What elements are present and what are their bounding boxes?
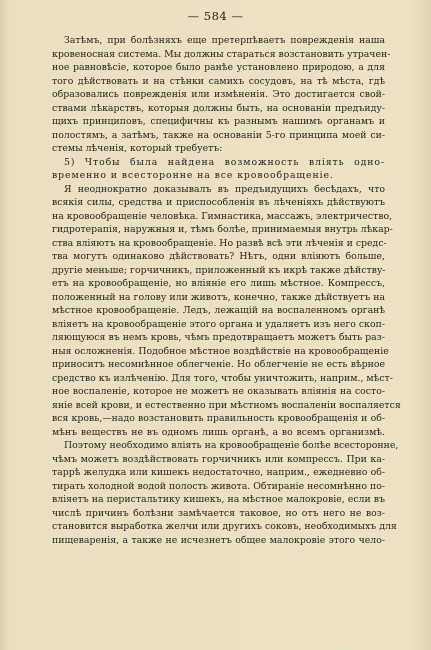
text-line: стемы лѣченія, который требуетъ: [52,143,223,154]
text-line: другіе меньше; горчичникъ, приложенный къ икрѣ также дѣйству- [52,264,386,276]
text-line: Я неоднократно доказывалъ въ предъидущихъ бесѣдахъ, что [64,183,385,195]
text-line: ныя осложненія. Подобное мѣстное воздѣйствіе на кровообращеніе [52,345,389,357]
text-line: становится выработка желчи или другихъ соковъ, необходимыхъ для [52,521,397,532]
text-line: вся кровь,—надо возстановить правильность кровообращенія и об- [52,413,385,424]
text-line: Затѣмъ, при болѣзняхъ еще претерпѣваетъ поврежденія наша [64,35,385,46]
text-line: того дѣйствовать и на стѣнки самихъ сосудовъ, на тѣ мѣста, гдѣ [52,75,385,87]
text-line: чѣмъ можетъ воздѣйствовать горчичникъ или компрессъ. При ка- [52,453,385,465]
text-line: ное равновѣсіе, которое было ранѣе установлено природою, а для [52,62,385,73]
text-line: пищеваренія, а также не исчезнетъ общее малокровіе этого чело- [52,534,385,546]
text-line: таррѣ желудка или кишекъ недостаточно, наприм., ежедневно об- [52,467,385,478]
text-line: щихъ принциповъ, специфичны къ разнымъ нашимъ органамъ и [52,116,385,127]
text-line: мѣнъ веществъ не въ одномъ лишь органѣ, а во всемъ организмѣ. [52,426,385,438]
principle-heading-line: 5) Чтобы была найдена возможность вліять одно- [64,156,385,168]
text-line: ства вліяютъ на кровообращеніе. Но развѣ всѣ эти лѣченія и средс- [52,237,387,249]
text-line: на кровообращеніе человѣка. Гимнастика, массажъ, электричество, [52,210,393,222]
text-line: тва могутъ одинаково дѣйствовать? Нѣтъ, одни вліяютъ больше, [52,251,385,262]
text-line: гидротерапія, наружныя и, тѣмъ болѣе, принимаемыя внутрь лѣкар- [52,224,393,235]
text-line: вліяетъ на кровообращеніе этого органа и удаляетъ изъ него скоп- [52,318,385,330]
page-body-text [52,34,401,547]
text-line: числѣ причинъ болѣзни замѣчается таковое, но отъ него не воз- [52,507,385,519]
text-line: положенный на голову или животъ, конечно, также дѣйствуетъ на [52,291,385,303]
text-line: кровеносная система. Мы должны стараться возстановить утрачен- [52,48,391,60]
principle-heading-line: временно и всесторонне на все кровообращеніе. [52,170,334,181]
text-line: етъ на кровообращеніе, но вліяніе его лишь мѣстное. Компрессъ, [52,278,385,289]
text-line: ствами лѣкарствъ, которыя должны быть, на основаніи предъиду- [52,102,385,114]
text-line: образовались поврежденія или измѣненія. Это достигается свой- [52,89,385,100]
text-line: ное воспаленіе, которое не можетъ не оказывать вліянія на состо- [52,386,385,397]
text-line: ляющуюся въ немъ кровь, чѣмъ предотвращаетъ можетъ быть раз- [52,332,385,343]
text-line: Поэтому необходимо вліять на кровообращеніе болѣе всесторонне, [64,440,399,451]
text-line: тирать холодной водой полость живота. Обтираніе несомнѣнно по- [52,480,385,492]
text-line: полостямъ, а затѣмъ, также на основаніи 5-го принципа моей си- [52,129,385,141]
text-line: средство къ излѣченію. Для того, чтобы уничтожить, наприм., мѣст- [52,372,393,384]
text-line: мѣстное кровообращеніе. Ледъ, лежащій на воспаленномъ органѣ [52,305,385,316]
text-line: яніе всей крови, и естественно при мѣстномъ воспаленіи воспаляется [52,399,401,411]
text-line: всякія силы, средства и приспособленія въ лѣченіяхъ дѣйствуютъ [52,197,385,208]
page-number: — 584 — [187,9,244,23]
text-line: вліяетъ на перистальтику кишекъ, на мѣстное малокровіе, если въ [52,494,385,505]
text-line: приноситъ несомнѣнное облегченіе. Но облегченіе не есть вѣрное [52,359,385,370]
